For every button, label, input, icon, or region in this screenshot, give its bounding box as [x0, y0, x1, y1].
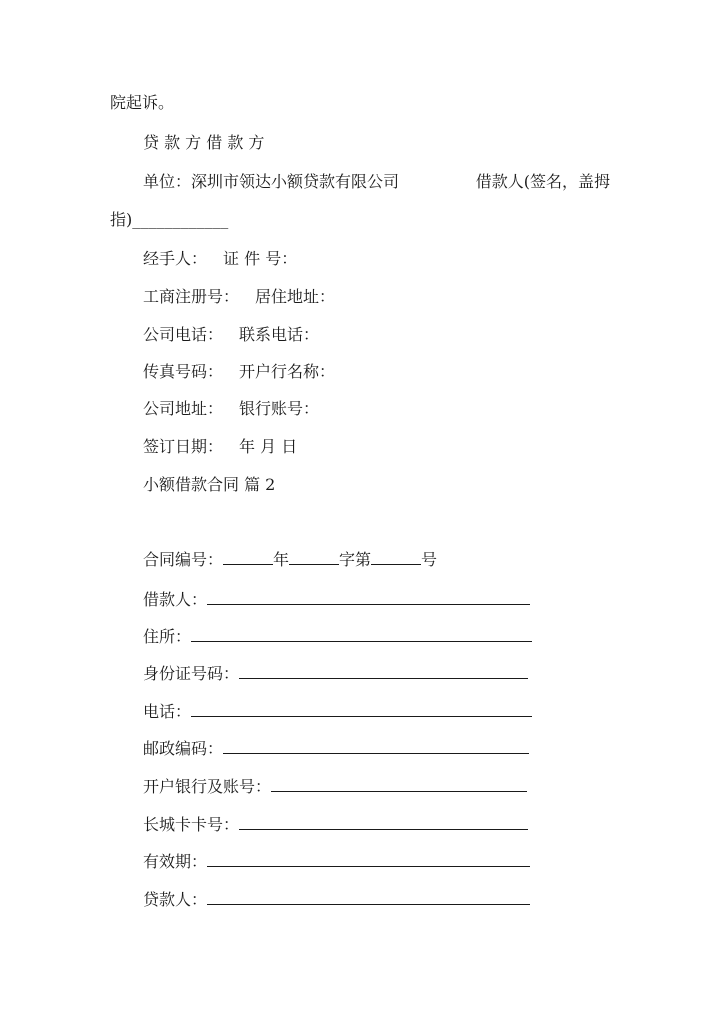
number-blank[interactable]	[371, 550, 421, 565]
borrower-signature-label: 借款人(签名，盖拇	[475, 172, 610, 191]
contract-number-label: 合同编号：	[143, 550, 224, 569]
phone-line	[143, 325, 319, 345]
borrower-signature-continuation: 指)____________	[110, 210, 229, 229]
lender-borrower-line	[143, 172, 610, 192]
field-residence	[143, 627, 532, 647]
field-blank[interactable]	[207, 852, 530, 867]
field-label: 电话：	[143, 702, 192, 721]
date-ymd: 年 月 日	[239, 437, 298, 456]
field-borrower	[143, 590, 530, 610]
company-address-label: 公司地址：	[143, 399, 224, 418]
field-label: 住所：	[143, 627, 192, 646]
bank-name-label: 开户行名称：	[239, 362, 336, 381]
fax-bank-line	[143, 362, 335, 382]
field-blank[interactable]	[223, 739, 529, 754]
field-label: 贷款人：	[143, 890, 208, 909]
bank-account-label: 银行账号：	[239, 399, 320, 418]
company-phone-label: 公司电话：	[143, 325, 224, 344]
sign-date-label: 签订日期：	[143, 437, 224, 456]
field-label: 身份证号码：	[143, 664, 240, 683]
field-bank-account	[143, 777, 527, 797]
field-validity	[143, 852, 530, 872]
fax-label: 传真号码：	[143, 362, 224, 381]
contract-number-line	[143, 550, 437, 570]
year-blank[interactable]	[223, 550, 273, 565]
zi-di-text: 字第	[339, 550, 372, 569]
field-blank[interactable]	[239, 664, 528, 679]
id-number-label: 证 件 号：	[223, 249, 298, 268]
field-blank[interactable]	[191, 702, 532, 717]
field-label: 开户银行及账号：	[143, 777, 272, 796]
continuation-text: 院起诉。	[110, 93, 175, 112]
field-label: 长城卡卡号：	[143, 815, 240, 834]
sign-date-line	[143, 437, 297, 457]
field-blank[interactable]	[207, 590, 530, 605]
handler-label: 经手人：	[143, 249, 208, 268]
handler-id-line	[143, 249, 297, 269]
lender-unit: 单位：深圳市领达小额贷款有限公司	[143, 172, 400, 191]
field-blank[interactable]	[191, 627, 532, 642]
signature-header: 贷 款 方 借 款 方	[143, 133, 265, 152]
field-blank[interactable]	[207, 890, 530, 905]
field-blank[interactable]	[239, 815, 528, 830]
hao-text: 号	[421, 550, 438, 569]
business-reg-label: 工商注册号：	[143, 287, 240, 306]
year-text: 年	[273, 550, 290, 569]
field-lender	[143, 890, 530, 910]
zi-blank[interactable]	[289, 550, 339, 565]
field-great-wall-card	[143, 815, 528, 835]
field-label: 邮政编码：	[143, 739, 224, 758]
field-blank[interactable]	[271, 777, 527, 792]
contact-phone-label: 联系电话：	[239, 325, 320, 344]
business-reg-line	[143, 287, 335, 307]
field-id-number	[143, 664, 528, 684]
field-label: 有效期：	[143, 852, 208, 871]
address-account-line	[143, 399, 319, 419]
field-label: 借款人：	[143, 590, 208, 609]
section-title: 小额借款合同 篇 2	[143, 475, 276, 494]
residence-label: 居住地址：	[255, 287, 336, 306]
field-postal-code	[143, 739, 529, 759]
field-phone	[143, 702, 532, 722]
